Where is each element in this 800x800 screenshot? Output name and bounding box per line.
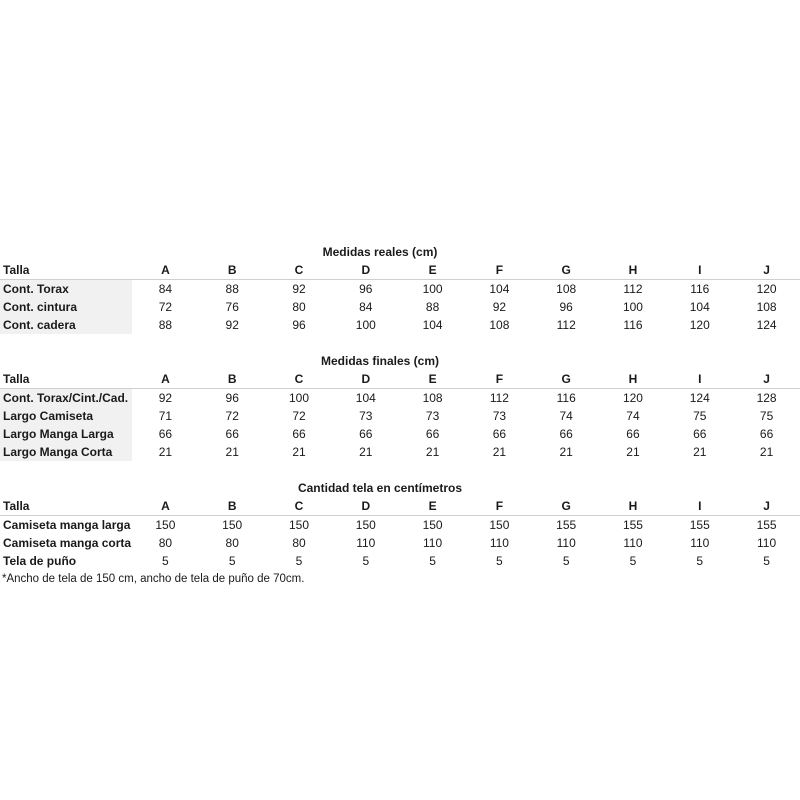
value-cell: 124 bbox=[689, 391, 710, 405]
table-row bbox=[0, 280, 800, 299]
size-table bbox=[0, 261, 800, 334]
value-cell: 5 bbox=[228, 554, 236, 568]
value-cell: 73 bbox=[492, 409, 507, 423]
table-row bbox=[0, 552, 800, 570]
size-header-cell: E bbox=[428, 263, 437, 277]
value-cell: 80 bbox=[292, 536, 306, 550]
value-cell: 120 bbox=[689, 318, 710, 332]
size-header-cell: B bbox=[227, 372, 237, 386]
value-cell: 21 bbox=[425, 445, 440, 459]
value-cell: 80 bbox=[292, 300, 306, 314]
value-cell: 128 bbox=[756, 391, 777, 405]
value-cell: 21 bbox=[225, 445, 239, 459]
footnote: *Ancho de tela de 150 cm, ancho de tela de puño de 70cm. bbox=[2, 573, 305, 585]
size-header-cell: A bbox=[161, 372, 170, 386]
size-header-cell: C bbox=[294, 372, 304, 386]
value-cell: 150 bbox=[288, 518, 309, 532]
value-cell: 80 bbox=[158, 536, 173, 550]
value-cell: 110 bbox=[423, 536, 443, 550]
size-header-cell: C bbox=[294, 263, 304, 277]
row-label: Largo Manga Corta bbox=[0, 443, 132, 461]
value-cell: 75 bbox=[759, 409, 774, 423]
value-cell: 96 bbox=[559, 300, 573, 314]
size-header-cell: H bbox=[628, 499, 638, 513]
value-cell: 66 bbox=[359, 427, 373, 441]
value-cell: 110 bbox=[623, 536, 643, 550]
row-label: Largo Manga Larga bbox=[0, 425, 132, 443]
size-header-cell: G bbox=[561, 263, 571, 277]
value-cell: 110 bbox=[690, 536, 710, 550]
value-cell: 112 bbox=[623, 282, 643, 296]
section-title: Medidas reales (cm) bbox=[322, 245, 438, 259]
value-cell: 66 bbox=[425, 427, 440, 441]
value-cell: 71 bbox=[158, 409, 173, 423]
value-cell: 104 bbox=[489, 282, 510, 296]
size-header-cell: A bbox=[161, 263, 170, 277]
size-header-cell: I bbox=[698, 499, 702, 513]
value-cell: 116 bbox=[623, 318, 643, 332]
row-label: Largo Camiseta bbox=[0, 407, 132, 425]
size-header-cell: B bbox=[227, 499, 237, 513]
value-cell: 88 bbox=[425, 300, 440, 314]
value-cell: 116 bbox=[690, 282, 710, 296]
value-cell: 73 bbox=[359, 409, 373, 423]
value-cell: 104 bbox=[422, 318, 443, 332]
header-label: Talla bbox=[3, 372, 30, 386]
size-header-cell: G bbox=[561, 372, 571, 386]
size-header-cell: F bbox=[495, 499, 504, 513]
value-cell: 72 bbox=[158, 300, 173, 314]
value-cell: 92 bbox=[158, 391, 173, 405]
value-cell: 21 bbox=[759, 445, 774, 459]
value-cell: 155 bbox=[556, 518, 577, 532]
table-row bbox=[0, 298, 800, 316]
section-title: Medidas finales (cm) bbox=[320, 354, 440, 368]
value-cell: 150 bbox=[422, 518, 443, 532]
value-cell: 88 bbox=[158, 318, 173, 332]
table-header-row bbox=[0, 261, 800, 280]
value-cell: 66 bbox=[559, 427, 573, 441]
value-cell: 108 bbox=[556, 282, 577, 296]
size-chart-sheet bbox=[0, 243, 800, 588]
value-cell: 112 bbox=[556, 318, 576, 332]
size-header-cell: J bbox=[763, 499, 770, 513]
size-header-cell: I bbox=[698, 263, 702, 277]
table-header-row bbox=[0, 370, 800, 389]
value-cell: 66 bbox=[225, 427, 239, 441]
value-cell: 66 bbox=[626, 427, 640, 441]
size-header-cell: C bbox=[294, 499, 304, 513]
size-header-cell: H bbox=[628, 263, 638, 277]
table-row bbox=[0, 425, 800, 443]
value-cell: 66 bbox=[158, 427, 173, 441]
value-cell: 5 bbox=[295, 554, 303, 568]
value-cell: 73 bbox=[425, 409, 440, 423]
size-header-cell: E bbox=[428, 372, 437, 386]
value-cell: 110 bbox=[556, 536, 576, 550]
value-cell: 21 bbox=[158, 445, 173, 459]
value-cell: 5 bbox=[162, 554, 169, 568]
value-cell: 72 bbox=[225, 409, 239, 423]
value-cell: 66 bbox=[292, 427, 306, 441]
size-header-cell: F bbox=[495, 372, 504, 386]
value-cell: 100 bbox=[355, 318, 376, 332]
value-cell: 5 bbox=[763, 554, 770, 568]
value-cell: 5 bbox=[429, 554, 436, 568]
value-cell: 108 bbox=[422, 391, 443, 405]
size-header-cell: G bbox=[561, 499, 571, 513]
value-cell: 5 bbox=[629, 554, 637, 568]
value-cell: 155 bbox=[756, 518, 777, 532]
size-header-cell: B bbox=[227, 263, 237, 277]
size-header-cell: D bbox=[361, 499, 371, 513]
value-cell: 74 bbox=[626, 409, 640, 423]
section-cantidad-tela bbox=[0, 479, 800, 570]
value-cell: 84 bbox=[158, 282, 173, 296]
value-cell: 21 bbox=[559, 445, 573, 459]
value-cell: 110 bbox=[489, 536, 509, 550]
size-header-cell: H bbox=[628, 372, 638, 386]
value-cell: 75 bbox=[693, 409, 707, 423]
value-cell: 76 bbox=[225, 300, 239, 314]
row-label: Cont. cadera bbox=[0, 316, 132, 334]
size-table bbox=[0, 370, 800, 461]
section-medidas-reales bbox=[0, 243, 800, 334]
value-cell: 120 bbox=[756, 282, 777, 296]
value-cell: 155 bbox=[622, 518, 643, 532]
value-cell: 92 bbox=[492, 300, 507, 314]
value-cell: 92 bbox=[292, 282, 306, 296]
size-header-cell: D bbox=[361, 263, 371, 277]
row-label: Camiseta manga larga bbox=[3, 518, 131, 532]
value-cell: 110 bbox=[757, 536, 777, 550]
value-cell: 66 bbox=[759, 427, 774, 441]
table-row bbox=[0, 516, 800, 535]
value-cell: 5 bbox=[562, 554, 570, 568]
value-cell: 72 bbox=[292, 409, 306, 423]
value-cell: 100 bbox=[422, 282, 443, 296]
value-cell: 80 bbox=[225, 536, 239, 550]
value-cell: 150 bbox=[355, 518, 376, 532]
row-label: Tela de puño bbox=[3, 554, 77, 568]
value-cell: 5 bbox=[696, 554, 704, 568]
table-row bbox=[0, 407, 800, 425]
size-header-cell: I bbox=[698, 372, 702, 386]
header-label: Talla bbox=[3, 263, 30, 277]
value-cell: 21 bbox=[693, 445, 707, 459]
value-cell: 150 bbox=[155, 518, 176, 532]
row-label: Cont. Torax bbox=[0, 280, 132, 299]
value-cell: 155 bbox=[689, 518, 710, 532]
value-cell: 96 bbox=[359, 282, 373, 296]
value-cell: 116 bbox=[556, 391, 576, 405]
table-row bbox=[0, 534, 800, 552]
size-header-cell: D bbox=[361, 372, 371, 386]
value-cell: 150 bbox=[489, 518, 510, 532]
header-label: Talla bbox=[3, 499, 30, 513]
value-cell: 5 bbox=[496, 554, 503, 568]
value-cell: 108 bbox=[756, 300, 777, 314]
value-cell: 21 bbox=[292, 445, 306, 459]
table-row bbox=[0, 389, 800, 408]
value-cell: 100 bbox=[622, 300, 643, 314]
value-cell: 96 bbox=[225, 391, 239, 405]
value-cell: 104 bbox=[689, 300, 710, 314]
size-header-cell: F bbox=[495, 263, 504, 277]
value-cell: 96 bbox=[292, 318, 306, 332]
value-cell: 124 bbox=[756, 318, 777, 332]
size-header-cell: E bbox=[428, 499, 437, 513]
table-row bbox=[0, 316, 800, 334]
value-cell: 100 bbox=[288, 391, 309, 405]
value-cell: 108 bbox=[489, 318, 510, 332]
size-header-cell: A bbox=[161, 499, 170, 513]
value-cell: 21 bbox=[492, 445, 507, 459]
value-cell: 150 bbox=[222, 518, 243, 532]
value-cell: 21 bbox=[626, 445, 640, 459]
value-cell: 21 bbox=[359, 445, 373, 459]
value-cell: 88 bbox=[225, 282, 239, 296]
row-label: Cont. Torax/Cint./Cad. bbox=[0, 389, 132, 408]
value-cell: 120 bbox=[622, 391, 643, 405]
value-cell: 104 bbox=[355, 391, 376, 405]
value-cell: 5 bbox=[362, 554, 370, 568]
size-header-cell: J bbox=[763, 263, 770, 277]
value-cell: 74 bbox=[559, 409, 573, 423]
value-cell: 92 bbox=[225, 318, 239, 332]
row-label: Camiseta manga corta bbox=[3, 536, 132, 550]
size-header-cell: J bbox=[763, 372, 770, 386]
table-row bbox=[0, 443, 800, 461]
section-title: Cantidad tela en centímetros bbox=[297, 481, 463, 495]
value-cell: 66 bbox=[492, 427, 507, 441]
row-label: Cont. cintura bbox=[0, 298, 132, 316]
value-cell: 110 bbox=[356, 536, 376, 550]
value-cell: 84 bbox=[359, 300, 373, 314]
section-medidas-finales bbox=[0, 352, 800, 461]
table-header-row bbox=[0, 497, 800, 516]
size-table bbox=[0, 497, 800, 570]
value-cell: 66 bbox=[693, 427, 707, 441]
value-cell: 112 bbox=[489, 391, 509, 405]
